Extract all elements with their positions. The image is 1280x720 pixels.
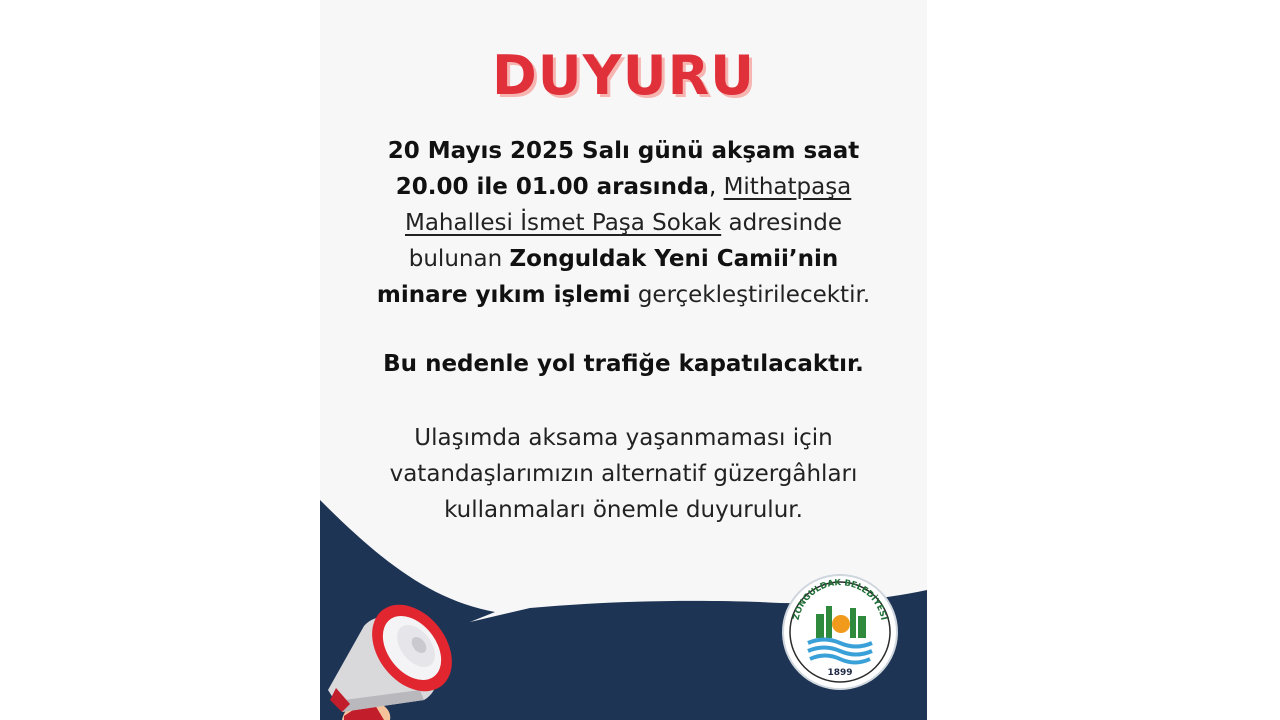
located-text: bulunan [408, 246, 503, 272]
right-margin [927, 0, 1280, 720]
advisory-line-1: Ulaşımda aksama yaşanmaması için [414, 425, 833, 451]
road-closure-notice [340, 346, 907, 382]
time-range-text: 20.00 ile 01.00 arasında [395, 174, 709, 200]
details-line-4 [340, 241, 907, 277]
road-closure-text: Bu nedenle yol trafiğe kapatılacaktır. [383, 351, 864, 377]
address-suffix-text: adresinde [728, 210, 842, 236]
street-text: Mahallesi İsmet Paşa Sokak [404, 210, 722, 236]
date-text: 20 Mayıs 2025 Salı günü akşam saat [387, 138, 860, 164]
logo-text: ZONGULDAK BELEDİYESİ [791, 578, 889, 622]
announcement-title: DUYURU [491, 44, 756, 107]
announcement-poster [320, 0, 927, 720]
advisory-line-2: vatandaşlarımızın alternatif güzergâhları [389, 461, 858, 487]
comma-text: , [708, 174, 717, 200]
municipality-logo [783, 575, 897, 689]
advisory-line-3: kullanmaları önemle duyurulur. [444, 497, 803, 523]
details-line-2 [340, 169, 907, 205]
mosque-name-text: Zonguldak Yeni Camii’nin [509, 246, 839, 272]
advisory-text [340, 420, 907, 528]
details-line-1 [340, 133, 907, 169]
will-be-done-text: gerçekleştirilecektir. [637, 282, 871, 308]
logo-year: 1899 [827, 668, 853, 678]
details-line-5 [340, 277, 907, 313]
demolition-text: minare yıkım işlemi [376, 282, 631, 308]
left-margin [0, 0, 320, 720]
details-line-3 [340, 205, 907, 241]
neighborhood-text: Mithatpaşa [723, 174, 852, 200]
announcement-details [340, 133, 907, 313]
